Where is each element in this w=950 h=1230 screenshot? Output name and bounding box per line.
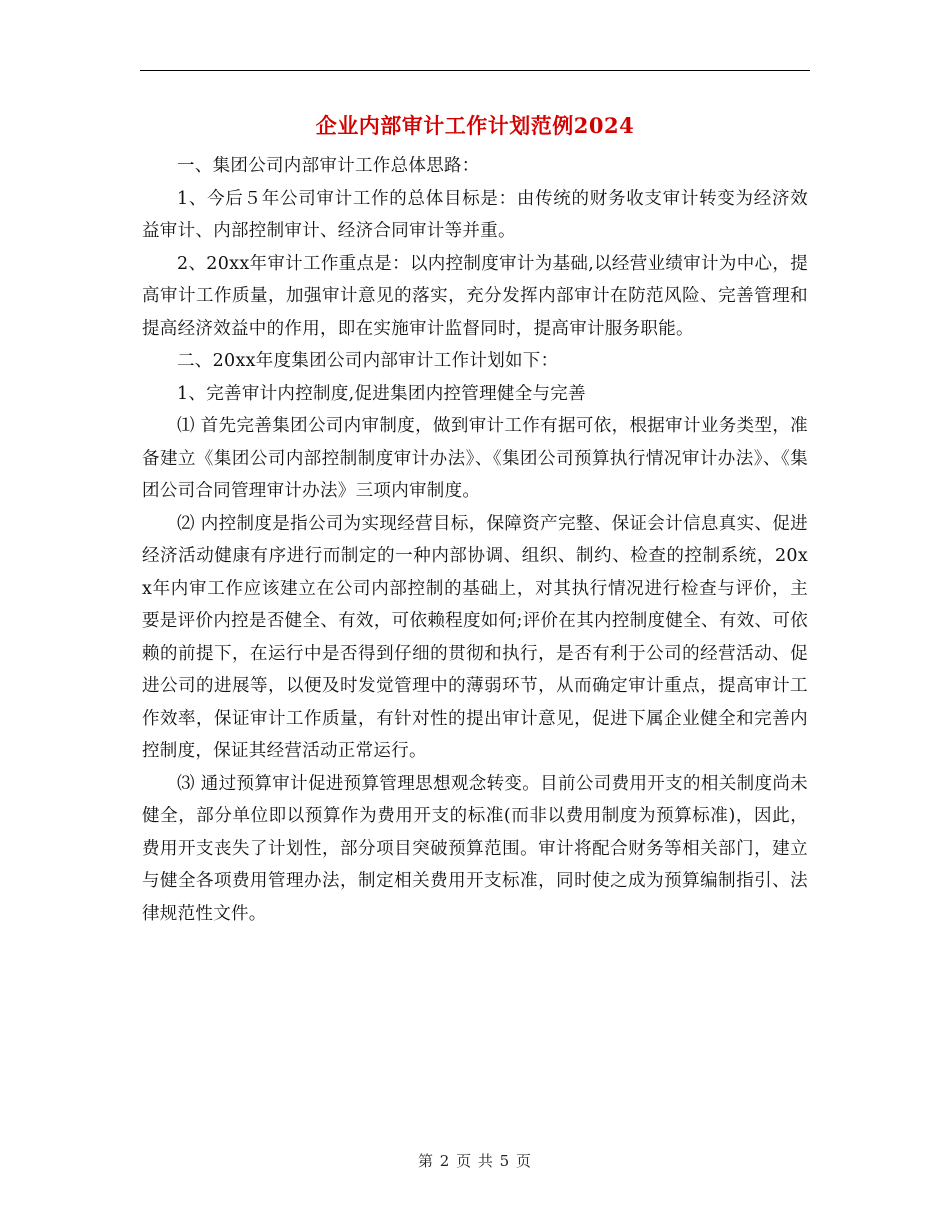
header-rule <box>140 70 810 71</box>
paragraph-item-1-2: ⑵ 内控制度是指公司为实现经营目标，保障资产完整、保证会计信息真实、促进经济活动健康有序进行而制定的一种内部协调、组织、制约、检查的控制系统，20xx年内审工作应该建立在公司内部控制的基础上，对其执行情况进行检查与评价，主要是评价内控是否健全、有效，可依赖程度如何;评价在其内控制度健全、有效、可依赖的前提下，在运行中是否得到仔细的贯彻和执行，是否有利于公司的经营活动、促进公司的进展等，以便及时发觉管理中的薄弱环节，从而确定审计重点，提高审计工作效率，保证审计工作质量，有针对性的提出审计意见，促进下属企业健全和完善内控制度，保证其经营活动正常运行。 <box>142 513 808 761</box>
paragraph-item-one-heading: 1、完善审计内控制度,促进集团内控管理健全与完善 <box>177 383 586 404</box>
paragraph-key-focus: 2、20xx年审计工作重点是：以内控制度审计为基础,以经营业绩审计为中心，提高审计工作质量，加强审计意见的落实，充分发挥内部审计在防范风险、完善管理和提高经济效益中的作用，即在实施审计监督同时，提高审计服务职能。 <box>142 253 808 339</box>
paragraph-item-1-1: ⑴ 首先完善集团公司内审制度，做到审计工作有据可依，根据审计业务类型，准备建立《集团公司内部控制制度审计办法》、《集团公司预算执行情况审计办法》、《集团公司合同管理审计办法》三项内审制度。 <box>142 416 808 501</box>
paragraph-item-1-3: ⑶ 通过预算审计促进预算管理思想观念转变。目前公司费用开支的相关制度尚未健全，部分单位即以预算作为费用开支的标准(而非以费用制度为预算标准)，因此，费用开支丧失了计划性，部分项目突破预算范围。审计将配合财务等相关部门，建立与健全各项费用管理办法，制定相关费用开支标准，同时使之成为预算编制指引、法律规范性文件。 <box>142 773 808 924</box>
document-body <box>142 108 808 930</box>
paragraph-section-two-heading: 二、20xx年度集团公司内部审计工作计划如下： <box>177 351 559 371</box>
paragraph-overall-goal: 1、今后５年公司审计工作的总体目标是：由传统的财务收支审计转变为经济效益审计、内部控制审计、经济合同审计等并重。 <box>142 188 808 241</box>
paragraph-section-one-heading: 一、集团公司内部审计工作总体思路： <box>177 156 480 176</box>
document-title: 企业内部审计工作计划范例2024 <box>315 113 635 138</box>
page-number-footer: 第 2 页 共 5 页 <box>418 1152 532 1170</box>
